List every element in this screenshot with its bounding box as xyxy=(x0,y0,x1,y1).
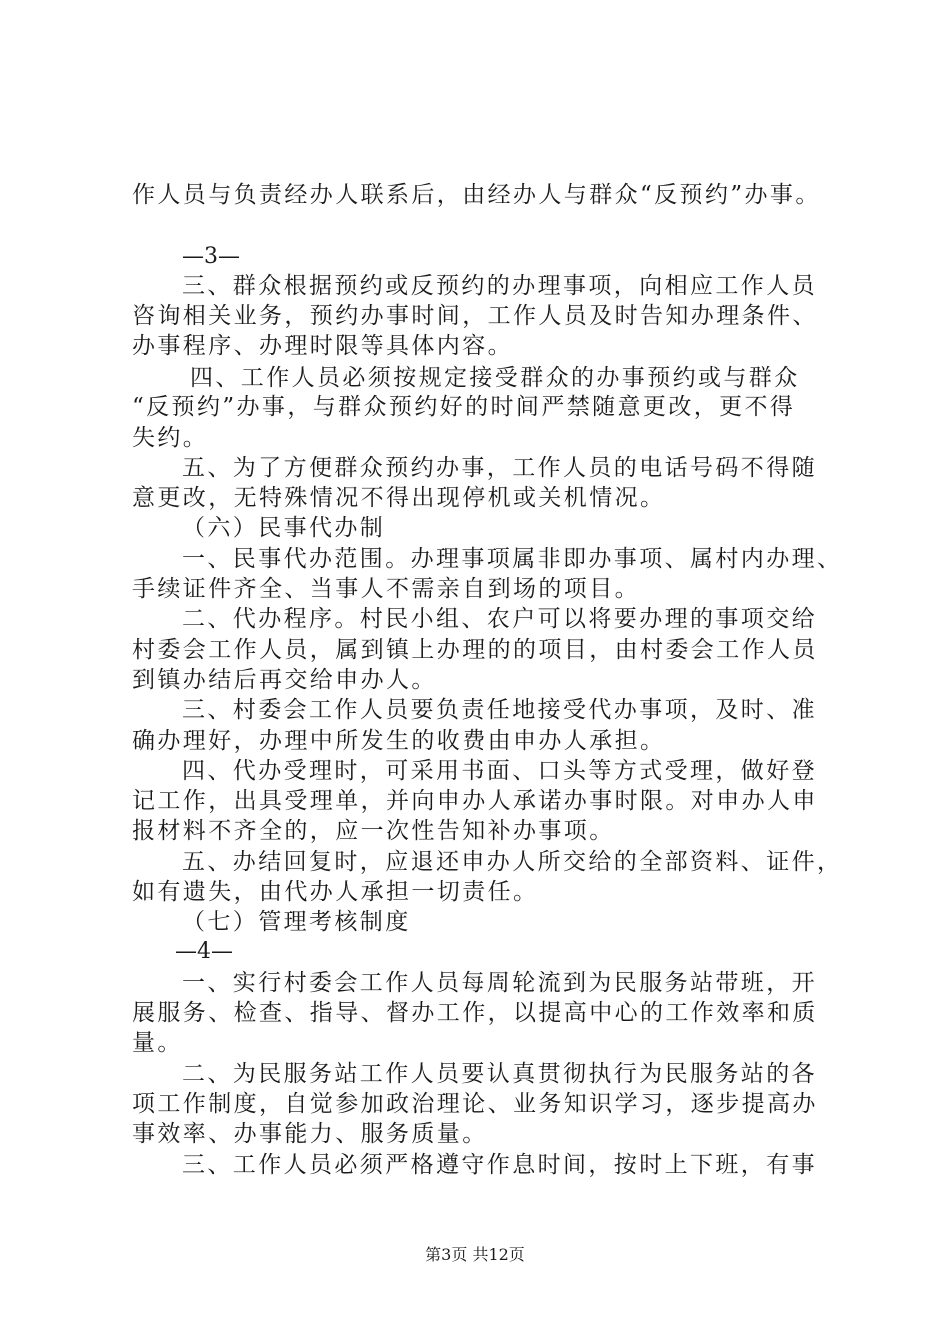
text-line: 咨询相关业务，预约办事时间，工作人员及时告知办理条件、 xyxy=(132,303,818,329)
text-line: 失约。 xyxy=(132,425,209,451)
text-line: 记工作，出具受理单，并向申办人承诺办事时限。对申办人申 xyxy=(132,788,818,814)
text-line: 三、工作人员必须严格遵守作息时间，按时上下班，有事 xyxy=(182,1152,817,1178)
section-heading: （六）民事代办制 xyxy=(182,515,386,541)
page-number-marker: —4— xyxy=(175,939,233,964)
text-line: “反预约”办事，与群众预约好的时间严禁随意更改，更不得 xyxy=(132,394,796,420)
page-footer: 第3页 共12页 xyxy=(425,1245,525,1264)
text-line: 三、村委会工作人员要负责任地接受代办事项，及时、准 xyxy=(182,697,817,723)
text-line: 项工作制度，自觉参加政治理论、业务知识学习，逐步提高办 xyxy=(132,1091,818,1117)
text-line: 村委会工作人员，属到镇上办理的的项目，由村委会工作人员 xyxy=(132,637,818,663)
text-line: 四、代办受理时，可采用书面、口头等方式受理，做好登 xyxy=(182,758,817,784)
text-line: 一、实行村委会工作人员每周轮流到为民服务站带班，开 xyxy=(182,970,817,996)
text-line: 作人员与负责经办人联系后，由经办人与群众“反预约”办事。 xyxy=(132,182,821,208)
text-line: 事效率、办事能力、服务质量。 xyxy=(132,1121,488,1147)
text-line: 四、工作人员必须按规定接受群众的办事预约或与群众 xyxy=(190,365,800,391)
text-line: 展服务、检查、指导、督办工作，以提高中心的工作效率和质 xyxy=(132,1000,818,1026)
text-line: 手续证件齐全、当事人不需亲自到场的项目。 xyxy=(132,576,640,602)
section-heading: （七）管理考核制度 xyxy=(182,909,411,935)
text-line: 二、代办程序。村民小组、农户可以将要办理的事项交给 xyxy=(182,606,817,632)
page-number-marker: —3— xyxy=(182,244,240,269)
text-line: 办事程序、办理时限等具体内容。 xyxy=(132,333,513,359)
text-line: 一、民事代办范围。办理事项属非即办事项、属村内办理、 xyxy=(182,546,843,572)
text-line: 三、群众根据预约或反预约的办理事项，向相应工作人员 xyxy=(182,273,817,299)
text-line: 确办理好，办理中所发生的收费由申办人承担。 xyxy=(132,728,666,754)
text-line: 五、为了方便群众预约办事，工作人员的电话号码不得随 xyxy=(182,455,817,481)
text-line: 意更改，无特殊情况不得出现停机或关机情况。 xyxy=(132,485,666,511)
text-line: 量。 xyxy=(132,1030,183,1056)
text-line: 报材料不齐全的，应一次性告知补办事项。 xyxy=(132,818,615,844)
text-line: 到镇办结后再交给申办人。 xyxy=(132,667,437,693)
text-line: 二、为民服务站工作人员要认真贯彻执行为民服务站的各 xyxy=(182,1061,817,1087)
text-line: 如有遗失，由代办人承担一切责任。 xyxy=(132,879,539,905)
text-line: 五、办结回复时，应退还申办人所交给的全部资料、证件， xyxy=(182,849,843,875)
